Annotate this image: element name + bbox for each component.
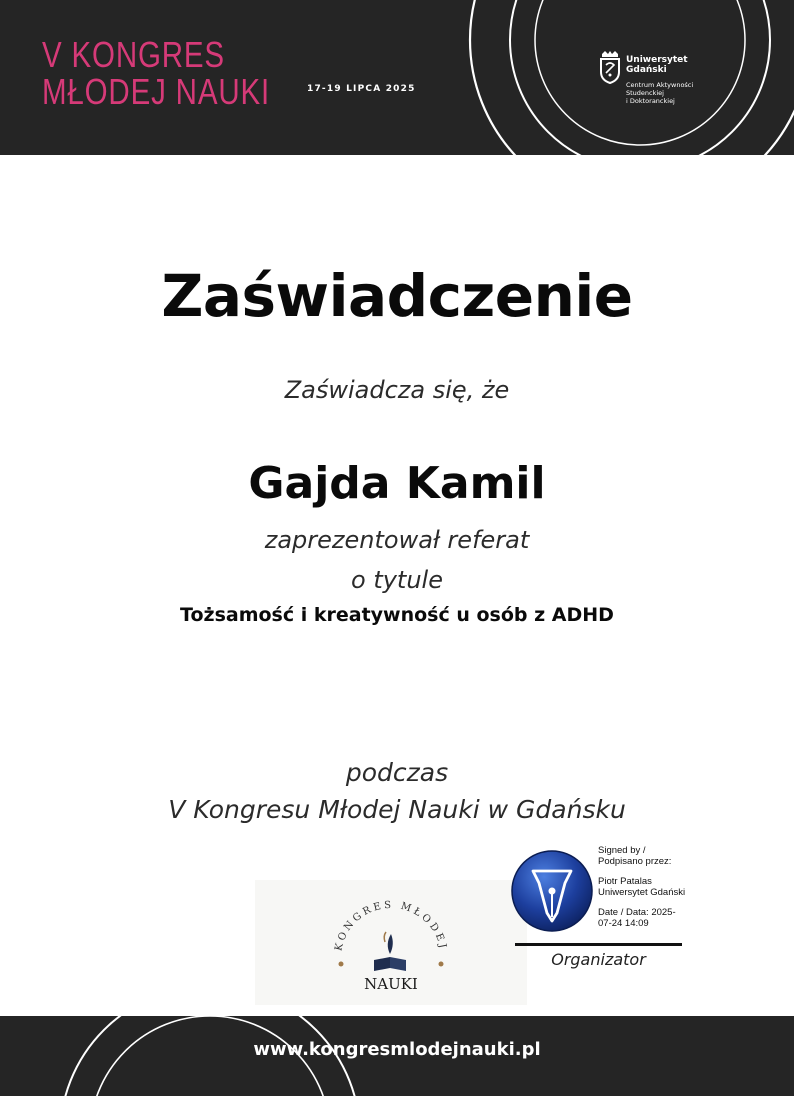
university-unit-line-3: i Doktoranckiej	[626, 97, 675, 105]
congress-logo	[255, 880, 527, 1005]
signature-date-line-1: Date / Data: 2025-	[598, 907, 676, 918]
signed-by-line-2: Podpisano przez:	[598, 856, 672, 867]
organizer-label: Organizator	[551, 950, 646, 969]
signed-by-line-1: Signed by /	[598, 845, 646, 856]
event-title-line-2: MŁODEJ NAUKI	[42, 71, 270, 112]
during-text: podczas	[345, 758, 449, 787]
signer-name: Piotr Patalas	[598, 876, 652, 887]
university-unit-line-2: Studenckiej	[626, 89, 664, 97]
event-name-text: V Kongresu Młodej Nauki w Gdańsku	[168, 795, 626, 824]
recipient-name: Gajda Kamil	[248, 458, 546, 509]
digital-signature-badge	[510, 845, 690, 945]
university-name-line-1: Uniwersytet	[626, 55, 688, 65]
university-emblem-icon	[598, 50, 622, 84]
event-dates: 17-19 LIPCA 2025	[307, 84, 416, 94]
signature-date-line-2: 07-24 14:09	[598, 918, 649, 929]
event-title-line-1: V KONGRES	[42, 34, 225, 75]
university-name	[626, 55, 688, 75]
footer-banner	[0, 1016, 794, 1096]
pen-nib-icon	[510, 849, 594, 933]
certifies-text: Zaświadcza się, że	[284, 376, 510, 404]
signer-organization: Uniwersytet Gdański	[598, 887, 686, 898]
header-banner	[0, 0, 794, 155]
signature-details	[598, 845, 685, 929]
event-title	[42, 36, 270, 110]
action-text: zaprezentował referat	[264, 526, 530, 554]
congress-logo-graphic	[255, 880, 527, 1005]
certificate-title: Zaświadczenie	[161, 262, 633, 330]
titled-text: o tytule	[351, 566, 443, 594]
paper-title: Tożsamość i kreatywność u osób z ADHD	[180, 604, 614, 626]
university-name-line-2: Gdański	[626, 65, 667, 75]
congress-logo-bottom-text: NAUKI	[364, 975, 418, 993]
congress-logo-arc-text: KONGRES MŁODEJ	[333, 899, 449, 953]
university-unit	[626, 81, 693, 105]
website-link[interactable]: www.kongresmlodejnauki.pl	[253, 1039, 541, 1060]
book-quill-icon	[374, 932, 406, 971]
signature-line	[515, 943, 682, 946]
university-unit-line-1: Centrum Aktywności	[626, 81, 694, 89]
